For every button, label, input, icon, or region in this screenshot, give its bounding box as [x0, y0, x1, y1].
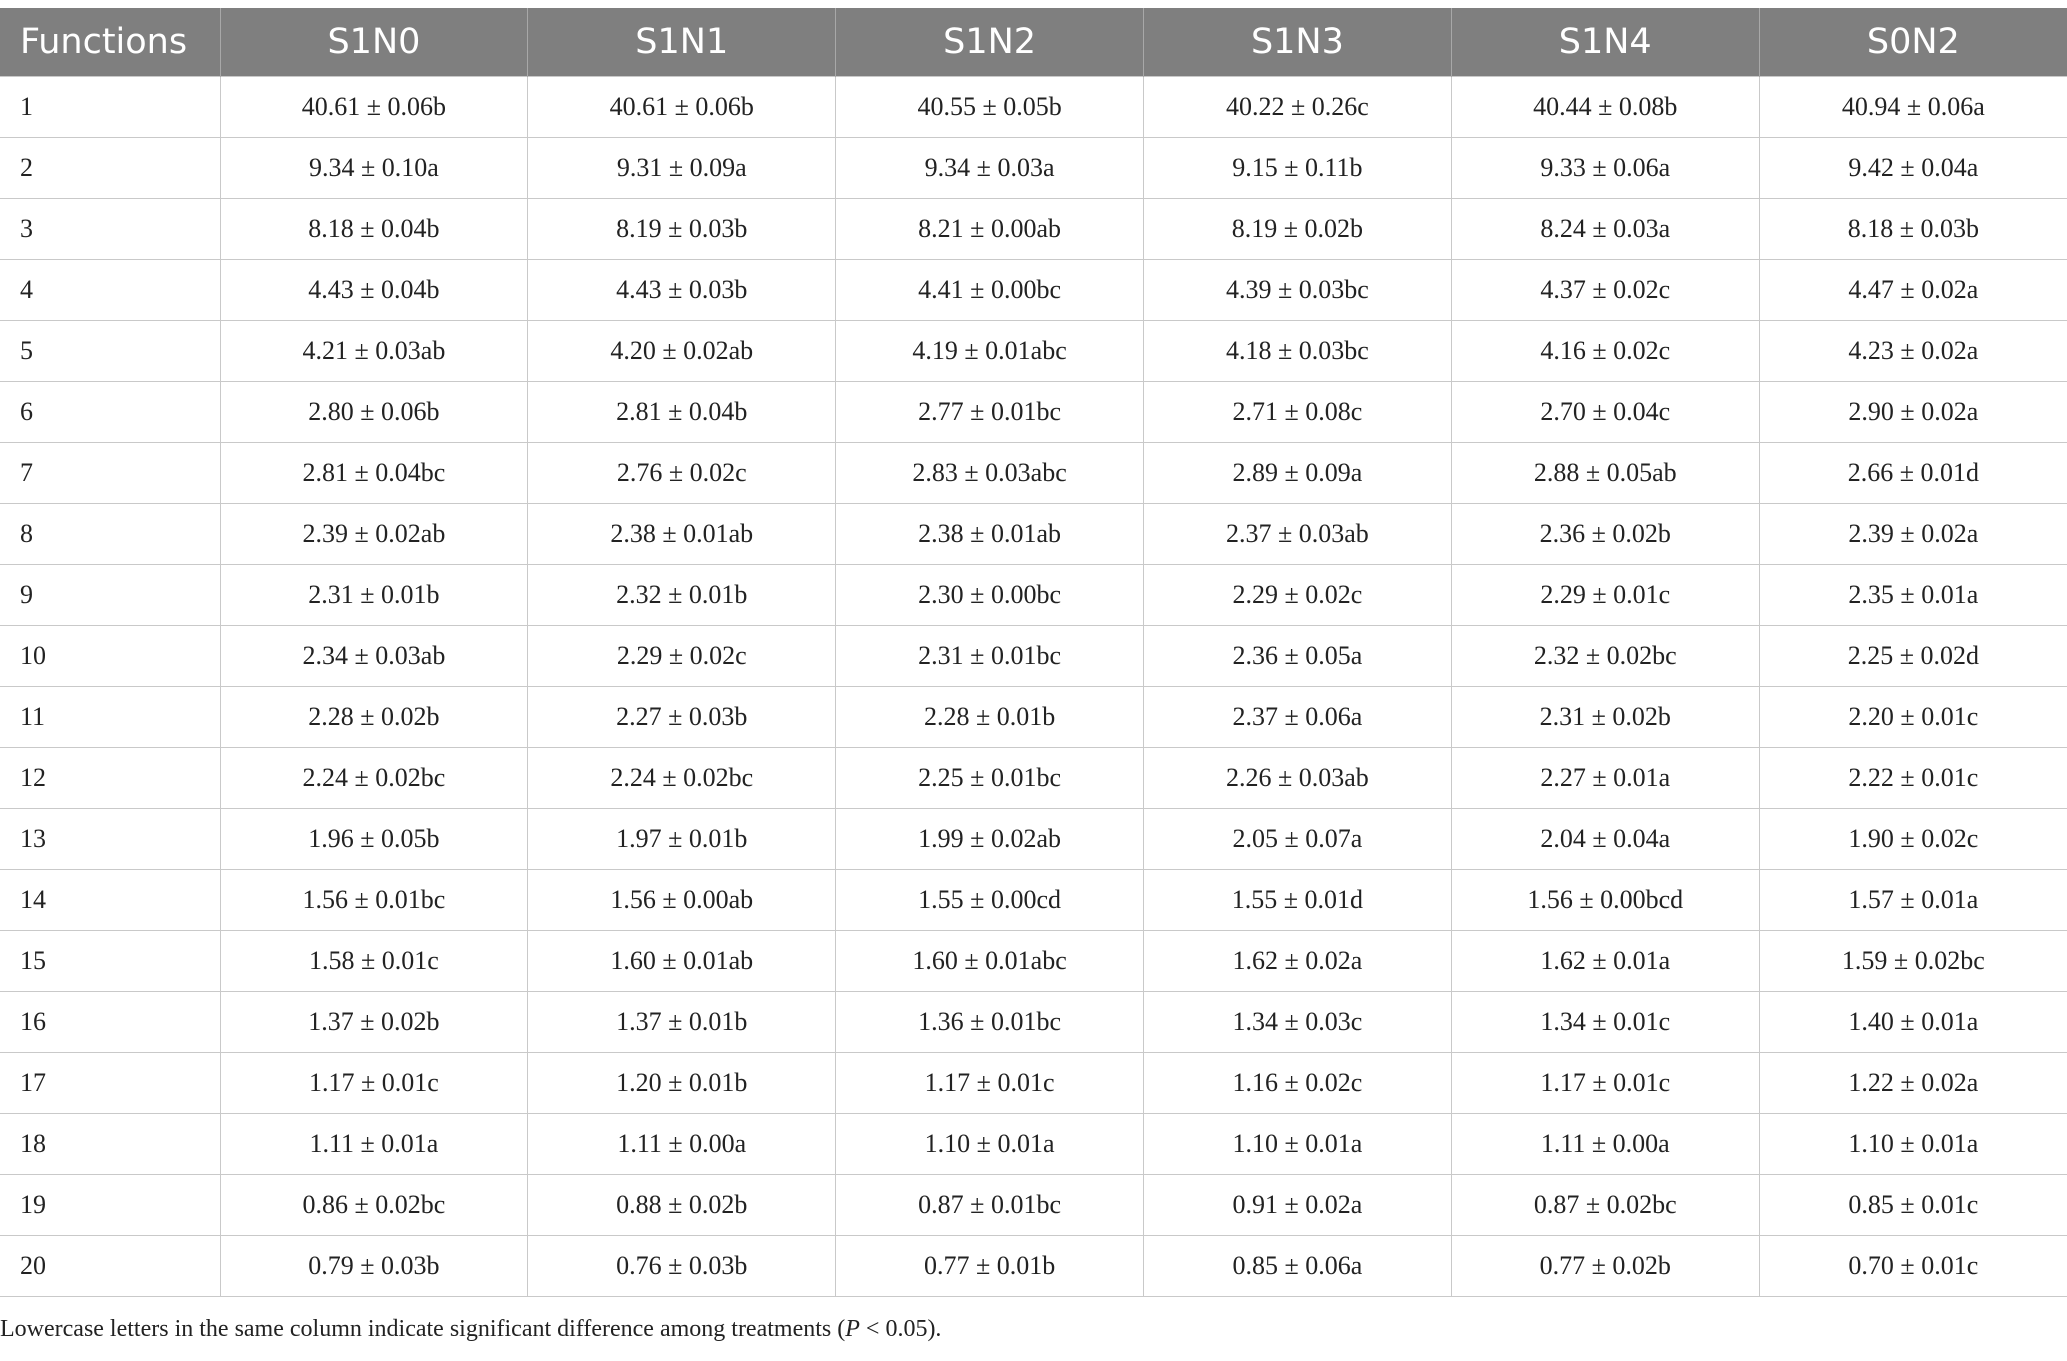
value-cell: 9.34 ± 0.03a: [836, 138, 1144, 199]
function-number-cell: 9: [0, 565, 220, 626]
value-cell: 1.40 ± 0.01a: [1759, 992, 2067, 1053]
value-cell: 1.11 ± 0.00a: [528, 1114, 836, 1175]
value-cell: 2.29 ± 0.02c: [528, 626, 836, 687]
value-cell: 1.56 ± 0.00ab: [528, 870, 836, 931]
header-functions: Functions: [0, 8, 220, 77]
value-cell: 4.47 ± 0.02a: [1759, 260, 2067, 321]
value-cell: 1.34 ± 0.01c: [1451, 992, 1759, 1053]
value-cell: 4.43 ± 0.04b: [220, 260, 528, 321]
value-cell: 2.20 ± 0.01c: [1759, 687, 2067, 748]
value-cell: 0.76 ± 0.03b: [528, 1236, 836, 1297]
value-cell: 1.97 ± 0.01b: [528, 809, 836, 870]
value-cell: 2.37 ± 0.03ab: [1144, 504, 1452, 565]
footnote-p-symbol: P: [845, 1316, 860, 1342]
value-cell: 40.44 ± 0.08b: [1451, 77, 1759, 138]
footnote-text: Lowercase letters in the same column indicate significant difference among treatments (: [0, 1316, 846, 1342]
function-number-cell: 1: [0, 77, 220, 138]
value-cell: 1.11 ± 0.00a: [1451, 1114, 1759, 1175]
value-cell: 2.70 ± 0.04c: [1451, 382, 1759, 443]
value-cell: 4.37 ± 0.02c: [1451, 260, 1759, 321]
value-cell: 2.35 ± 0.01a: [1759, 565, 2067, 626]
table-row: [0, 504, 2067, 565]
value-cell: 1.17 ± 0.01c: [836, 1053, 1144, 1114]
value-cell: 2.38 ± 0.01ab: [836, 504, 1144, 565]
value-cell: 1.56 ± 0.00bcd: [1451, 870, 1759, 931]
function-number-cell: 3: [0, 199, 220, 260]
table-row: [0, 809, 2067, 870]
table-row: [0, 443, 2067, 504]
value-cell: 2.34 ± 0.03ab: [220, 626, 528, 687]
value-cell: 0.77 ± 0.02b: [1451, 1236, 1759, 1297]
value-cell: 1.22 ± 0.02a: [1759, 1053, 2067, 1114]
value-cell: 2.66 ± 0.01d: [1759, 443, 2067, 504]
value-cell: 2.88 ± 0.05ab: [1451, 443, 1759, 504]
value-cell: 40.94 ± 0.06a: [1759, 77, 2067, 138]
value-cell: 2.24 ± 0.02bc: [528, 748, 836, 809]
value-cell: 1.34 ± 0.03c: [1144, 992, 1452, 1053]
value-cell: 40.22 ± 0.26c: [1144, 77, 1452, 138]
value-cell: 1.62 ± 0.02a: [1144, 931, 1452, 992]
value-cell: 4.19 ± 0.01abc: [836, 321, 1144, 382]
value-cell: 2.29 ± 0.02c: [1144, 565, 1452, 626]
value-cell: 4.43 ± 0.03b: [528, 260, 836, 321]
function-number-cell: 8: [0, 504, 220, 565]
table-row: [0, 77, 2067, 138]
value-cell: 2.31 ± 0.01bc: [836, 626, 1144, 687]
table-row: [0, 565, 2067, 626]
value-cell: 1.57 ± 0.01a: [1759, 870, 2067, 931]
value-cell: 2.22 ± 0.01c: [1759, 748, 2067, 809]
value-cell: 2.76 ± 0.02c: [528, 443, 836, 504]
value-cell: 1.37 ± 0.02b: [220, 992, 528, 1053]
function-number-cell: 7: [0, 443, 220, 504]
value-cell: 1.55 ± 0.01d: [1144, 870, 1452, 931]
function-number-cell: 12: [0, 748, 220, 809]
value-cell: 2.39 ± 0.02a: [1759, 504, 2067, 565]
value-cell: 0.77 ± 0.01b: [836, 1236, 1144, 1297]
value-cell: 8.19 ± 0.02b: [1144, 199, 1452, 260]
function-number-cell: 14: [0, 870, 220, 931]
value-cell: 2.31 ± 0.01b: [220, 565, 528, 626]
value-cell: 1.60 ± 0.01ab: [528, 931, 836, 992]
header-treatment: S1N3: [1144, 8, 1452, 77]
table-row: [0, 382, 2067, 443]
function-number-cell: 16: [0, 992, 220, 1053]
value-cell: 2.32 ± 0.02bc: [1451, 626, 1759, 687]
function-number-cell: 19: [0, 1175, 220, 1236]
value-cell: 2.27 ± 0.03b: [528, 687, 836, 748]
value-cell: 2.32 ± 0.01b: [528, 565, 836, 626]
table-row: [0, 321, 2067, 382]
value-cell: 2.29 ± 0.01c: [1451, 565, 1759, 626]
value-cell: 4.21 ± 0.03ab: [220, 321, 528, 382]
value-cell: 2.31 ± 0.02b: [1451, 687, 1759, 748]
table-header: [0, 8, 2067, 77]
value-cell: 8.21 ± 0.00ab: [836, 199, 1144, 260]
value-cell: 8.19 ± 0.03b: [528, 199, 836, 260]
footnote-text-end: < 0.05).: [859, 1316, 942, 1342]
header-treatment: S1N1: [528, 8, 836, 77]
value-cell: 1.37 ± 0.01b: [528, 992, 836, 1053]
value-cell: 1.16 ± 0.02c: [1144, 1053, 1452, 1114]
value-cell: 2.24 ± 0.02bc: [220, 748, 528, 809]
value-cell: 2.81 ± 0.04b: [528, 382, 836, 443]
value-cell: 2.71 ± 0.08c: [1144, 382, 1452, 443]
value-cell: 2.04 ± 0.04a: [1451, 809, 1759, 870]
function-number-cell: 5: [0, 321, 220, 382]
value-cell: 0.70 ± 0.01c: [1759, 1236, 2067, 1297]
value-cell: 2.80 ± 0.06b: [220, 382, 528, 443]
value-cell: 1.56 ± 0.01bc: [220, 870, 528, 931]
table-row: [0, 748, 2067, 809]
function-number-cell: 11: [0, 687, 220, 748]
function-number-cell: 20: [0, 1236, 220, 1297]
value-cell: 9.31 ± 0.09a: [528, 138, 836, 199]
table-row: [0, 931, 2067, 992]
value-cell: 2.77 ± 0.01bc: [836, 382, 1144, 443]
value-cell: 0.86 ± 0.02bc: [220, 1175, 528, 1236]
data-table-container: [0, 8, 2067, 1297]
value-cell: 2.37 ± 0.06a: [1144, 687, 1452, 748]
value-cell: 2.39 ± 0.02ab: [220, 504, 528, 565]
value-cell: 2.89 ± 0.09a: [1144, 443, 1452, 504]
header-treatment: S1N2: [836, 8, 1144, 77]
table-row: [0, 199, 2067, 260]
value-cell: 9.15 ± 0.11b: [1144, 138, 1452, 199]
value-cell: 2.83 ± 0.03abc: [836, 443, 1144, 504]
table-row: [0, 138, 2067, 199]
value-cell: 1.17 ± 0.01c: [220, 1053, 528, 1114]
value-cell: 4.23 ± 0.02a: [1759, 321, 2067, 382]
functions-table: [0, 8, 2067, 1297]
table-row: [0, 870, 2067, 931]
value-cell: 1.36 ± 0.01bc: [836, 992, 1144, 1053]
value-cell: 4.20 ± 0.02ab: [528, 321, 836, 382]
value-cell: 9.42 ± 0.04a: [1759, 138, 2067, 199]
value-cell: 1.59 ± 0.02bc: [1759, 931, 2067, 992]
value-cell: 1.11 ± 0.01a: [220, 1114, 528, 1175]
table-row: [0, 1053, 2067, 1114]
table-body: [0, 77, 2067, 1297]
value-cell: 2.05 ± 0.07a: [1144, 809, 1452, 870]
function-number-cell: 2: [0, 138, 220, 199]
value-cell: 8.18 ± 0.03b: [1759, 199, 2067, 260]
value-cell: 9.33 ± 0.06a: [1451, 138, 1759, 199]
function-number-cell: 18: [0, 1114, 220, 1175]
value-cell: 9.34 ± 0.10a: [220, 138, 528, 199]
function-number-cell: 13: [0, 809, 220, 870]
value-cell: 2.38 ± 0.01ab: [528, 504, 836, 565]
value-cell: 0.88 ± 0.02b: [528, 1175, 836, 1236]
value-cell: 1.10 ± 0.01a: [836, 1114, 1144, 1175]
value-cell: 8.18 ± 0.04b: [220, 199, 528, 260]
value-cell: 8.24 ± 0.03a: [1451, 199, 1759, 260]
value-cell: 0.85 ± 0.01c: [1759, 1175, 2067, 1236]
value-cell: 0.91 ± 0.02a: [1144, 1175, 1452, 1236]
value-cell: 0.79 ± 0.03b: [220, 1236, 528, 1297]
table-row: [0, 260, 2067, 321]
header-treatment: S1N4: [1451, 8, 1759, 77]
value-cell: 2.25 ± 0.01bc: [836, 748, 1144, 809]
value-cell: 1.55 ± 0.00cd: [836, 870, 1144, 931]
header-row: [0, 8, 2067, 77]
value-cell: 4.39 ± 0.03bc: [1144, 260, 1452, 321]
value-cell: 2.90 ± 0.02a: [1759, 382, 2067, 443]
value-cell: 0.87 ± 0.02bc: [1451, 1175, 1759, 1236]
value-cell: 2.28 ± 0.01b: [836, 687, 1144, 748]
value-cell: 4.18 ± 0.03bc: [1144, 321, 1452, 382]
header-treatment: S0N2: [1759, 8, 2067, 77]
value-cell: 1.60 ± 0.01abc: [836, 931, 1144, 992]
table-row: [0, 1175, 2067, 1236]
table-row: [0, 992, 2067, 1053]
value-cell: 1.10 ± 0.01a: [1144, 1114, 1452, 1175]
value-cell: 40.61 ± 0.06b: [528, 77, 836, 138]
value-cell: 1.20 ± 0.01b: [528, 1053, 836, 1114]
table-row: [0, 687, 2067, 748]
value-cell: 40.55 ± 0.05b: [836, 77, 1144, 138]
value-cell: 1.17 ± 0.01c: [1451, 1053, 1759, 1114]
table-row: [0, 1236, 2067, 1297]
function-number-cell: 15: [0, 931, 220, 992]
value-cell: 2.26 ± 0.03ab: [1144, 748, 1452, 809]
value-cell: 0.85 ± 0.06a: [1144, 1236, 1452, 1297]
value-cell: 4.41 ± 0.00bc: [836, 260, 1144, 321]
value-cell: 1.90 ± 0.02c: [1759, 809, 2067, 870]
table-row: [0, 626, 2067, 687]
table-row: [0, 1114, 2067, 1175]
function-number-cell: 6: [0, 382, 220, 443]
table-footnote: [0, 1316, 941, 1343]
value-cell: 2.36 ± 0.05a: [1144, 626, 1452, 687]
value-cell: 2.27 ± 0.01a: [1451, 748, 1759, 809]
value-cell: 2.36 ± 0.02b: [1451, 504, 1759, 565]
function-number-cell: 10: [0, 626, 220, 687]
value-cell: 40.61 ± 0.06b: [220, 77, 528, 138]
value-cell: 1.99 ± 0.02ab: [836, 809, 1144, 870]
function-number-cell: 4: [0, 260, 220, 321]
value-cell: 0.87 ± 0.01bc: [836, 1175, 1144, 1236]
value-cell: 2.25 ± 0.02d: [1759, 626, 2067, 687]
value-cell: 1.58 ± 0.01c: [220, 931, 528, 992]
value-cell: 2.30 ± 0.00bc: [836, 565, 1144, 626]
header-treatment: S1N0: [220, 8, 528, 77]
value-cell: 1.62 ± 0.01a: [1451, 931, 1759, 992]
value-cell: 4.16 ± 0.02c: [1451, 321, 1759, 382]
value-cell: 2.81 ± 0.04bc: [220, 443, 528, 504]
function-number-cell: 17: [0, 1053, 220, 1114]
value-cell: 2.28 ± 0.02b: [220, 687, 528, 748]
value-cell: 1.96 ± 0.05b: [220, 809, 528, 870]
value-cell: 1.10 ± 0.01a: [1759, 1114, 2067, 1175]
